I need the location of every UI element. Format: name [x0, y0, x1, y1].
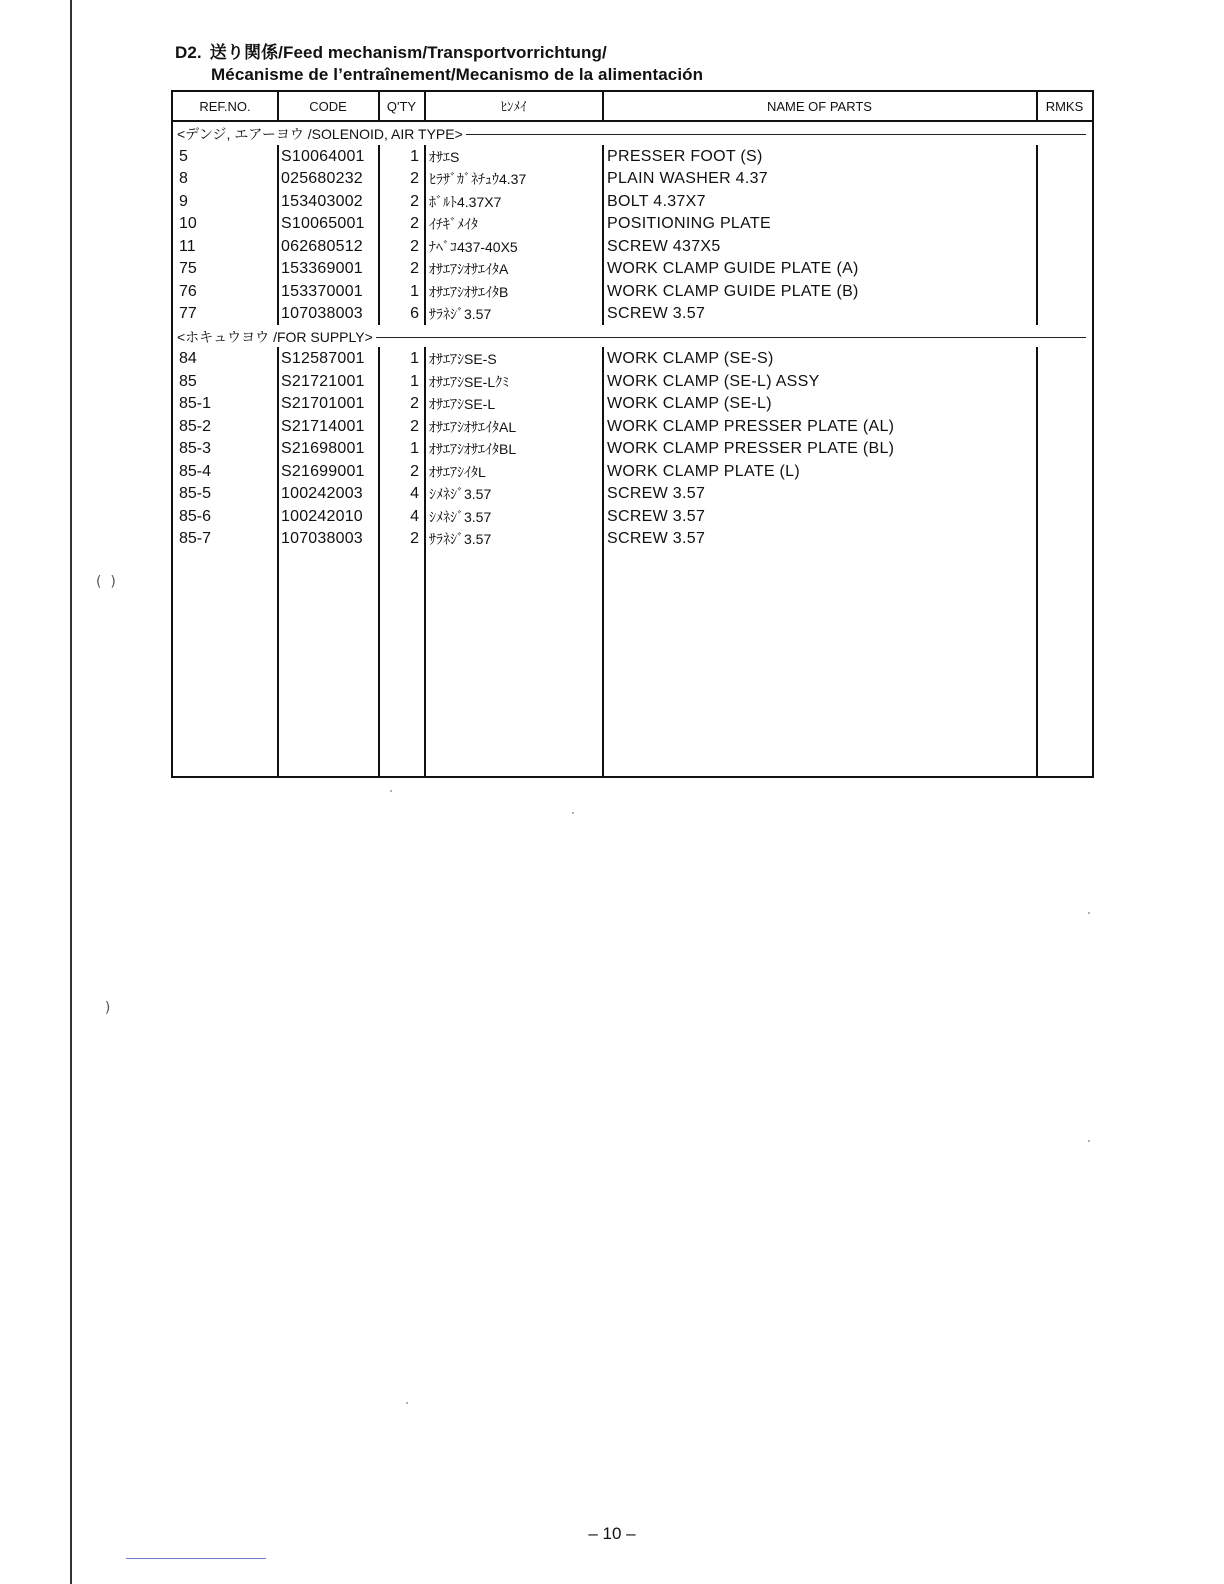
- table-header: [173, 92, 1092, 122]
- kana-cell: ｵｻｴｱｼｵｻｴｲﾀA: [429, 261, 509, 277]
- ref-no-cell: 85-6: [179, 507, 212, 525]
- ref-no-cell: 8: [179, 170, 188, 187]
- kana-cell: ｵｻｴｱｼSE-Lｸﾐ: [429, 373, 510, 390]
- part-name-cell: WORK CLAMP PRESSER PLATE (BL): [607, 440, 895, 457]
- kana-cell: ｵｻｴｱｼSE-L: [429, 396, 496, 412]
- kana-cell: ﾅﾍﾞｺ437-40X5: [429, 238, 518, 255]
- table-row: [173, 527, 1092, 550]
- scan-speck: [390, 790, 392, 792]
- code-cell: 025680232: [281, 170, 363, 187]
- part-name-cell: WORK CLAMP (SE-S): [607, 350, 774, 367]
- code-cell: 153403002: [281, 192, 363, 210]
- ref-no-cell: 77: [179, 305, 197, 322]
- margin-mark: ): [96, 1000, 111, 1016]
- qty-cell: 6: [410, 305, 419, 322]
- kana-cell: ｵｻｴｱｼｵｻｴｲﾀAL: [429, 418, 517, 435]
- qty-cell: 1: [410, 147, 419, 165]
- code-cell: 062680512: [281, 237, 363, 255]
- qty-cell: 2: [410, 192, 419, 210]
- ref-no-cell: 75: [179, 260, 197, 277]
- part-name-cell: PLAIN WASHER 4.37: [607, 170, 769, 187]
- table-row: [173, 212, 1092, 235]
- kana-cell: ｵｻｴｱｼSE-S: [429, 351, 497, 367]
- qty-cell: 1: [410, 350, 419, 367]
- scan-speck: [406, 1402, 408, 1404]
- header-name-of-parts: NAME OF PARTS: [767, 99, 872, 114]
- code-cell: 107038003: [281, 305, 363, 322]
- code-cell: 100242010: [281, 507, 363, 525]
- kana-cell: ｻﾗﾈｼﾞ3.57: [429, 531, 492, 547]
- qty-cell: 2: [410, 260, 419, 277]
- part-name-cell: WORK CLAMP GUIDE PLATE (B): [607, 282, 859, 300]
- ref-no-cell: 85-5: [179, 485, 212, 502]
- part-name-cell: WORK CLAMP (SE-L) ASSY: [607, 372, 820, 390]
- qty-cell: 4: [410, 485, 419, 502]
- ref-no-cell: 85: [179, 372, 197, 390]
- section-heading-row: [173, 122, 1092, 145]
- table-row: [173, 167, 1092, 190]
- table-row: [173, 370, 1092, 393]
- part-name-cell: PRESSER FOOT (S): [607, 147, 763, 165]
- qty-cell: 2: [410, 237, 419, 255]
- part-name-cell: WORK CLAMP PRESSER PLATE (AL): [607, 417, 895, 435]
- kana-cell: ｵｻｴｱｼｵｻｴｲﾀB: [429, 283, 509, 300]
- parts-table: [171, 90, 1094, 778]
- margin-mark: ( ): [96, 574, 116, 590]
- header-ref-no: REF.NO.: [199, 99, 251, 114]
- qty-cell: 2: [410, 215, 419, 232]
- part-name-cell: POSITIONING PLATE: [607, 215, 771, 232]
- ref-no-cell: 85-1: [179, 395, 212, 412]
- code-cell: S21714001: [281, 417, 365, 435]
- page-title: [175, 42, 1095, 86]
- kana-cell: ﾋﾗｻﾞｶﾞﾈﾁｭｳ4.37: [429, 171, 527, 187]
- scan-speck: [1088, 912, 1090, 914]
- qty-cell: 1: [410, 440, 419, 457]
- section-heading-row: [173, 325, 1092, 348]
- table-row: [173, 190, 1092, 213]
- header-qty: Q'TY: [386, 99, 417, 114]
- page-number: – 10 –: [588, 1524, 636, 1543]
- table-row: [173, 145, 1092, 168]
- table-row: [173, 235, 1092, 258]
- kana-cell: ｵｻｴｱｼｲﾀL: [429, 463, 486, 480]
- part-name-cell: SCREW 3.57: [607, 530, 706, 547]
- table-row: [173, 347, 1092, 370]
- qty-cell: 2: [410, 530, 419, 547]
- code-cell: S21721001: [281, 372, 365, 390]
- binding-edge-line: [70, 0, 72, 1584]
- kana-cell: ｼﾒﾈｼﾞ3.57: [429, 486, 492, 502]
- part-name-cell: SCREW 3.57: [607, 485, 706, 502]
- header-code: CODE: [309, 99, 347, 114]
- code-cell: 100242003: [281, 485, 363, 502]
- table-row: [173, 505, 1092, 528]
- title-line-2: [175, 64, 1095, 86]
- qty-cell: 1: [410, 372, 419, 390]
- header-rmks: RMKS: [1045, 99, 1084, 114]
- code-cell: S10065001: [281, 215, 365, 232]
- ref-no-cell: 85-4: [179, 462, 212, 480]
- part-name-cell: WORK CLAMP GUIDE PLATE (A): [607, 260, 859, 277]
- kana-cell: ｼﾒﾈｼﾞ3.57: [429, 508, 492, 525]
- ref-no-cell: 5: [179, 147, 188, 165]
- section-code: D2.: [175, 43, 202, 62]
- table-row: [173, 257, 1092, 280]
- ref-no-cell: 84: [179, 350, 197, 367]
- footer-rule: [126, 1558, 266, 1559]
- qty-cell: 4: [410, 507, 419, 525]
- part-name-cell: WORK CLAMP PLATE (L): [607, 462, 800, 480]
- title-text-2: Mécanisme de l’entraînement/Mecanismo de la alimentación: [211, 65, 704, 84]
- table-row: [173, 280, 1092, 303]
- ref-no-cell: 85-3: [179, 440, 212, 457]
- table-row: [173, 460, 1092, 483]
- part-name-cell: SCREW 437X5: [607, 237, 721, 255]
- qty-cell: 2: [410, 395, 419, 412]
- table-row: [173, 415, 1092, 438]
- ref-no-cell: 85-7: [179, 530, 212, 547]
- qty-cell: 2: [410, 417, 419, 435]
- ref-no-cell: 10: [179, 215, 197, 232]
- code-cell: 153369001: [281, 260, 363, 277]
- qty-cell: 1: [410, 282, 419, 300]
- kana-cell: ｻﾗﾈｼﾞ3.57: [429, 306, 492, 322]
- code-cell: S21699001: [281, 462, 365, 480]
- table-row: [173, 302, 1092, 325]
- table-row: [173, 482, 1092, 505]
- ref-no-cell: 9: [179, 192, 188, 210]
- ref-no-cell: 11: [179, 237, 196, 255]
- ref-no-cell: 85-2: [179, 417, 212, 435]
- kana-cell: ｵｻｴｱｼｵｻｴｲﾀBL: [429, 441, 517, 457]
- kana-cell: ﾎﾞﾙﾄ4.37X7: [429, 193, 502, 210]
- part-name-cell: WORK CLAMP (SE-L): [607, 395, 772, 412]
- kana-cell: ｲﾁｷﾞﾒｲﾀ: [429, 216, 478, 232]
- part-name-cell: SCREW 3.57: [607, 305, 706, 322]
- part-name-cell: BOLT 4.37X7: [607, 192, 706, 210]
- table-body: [173, 122, 1092, 550]
- code-cell: 153370001: [281, 282, 363, 300]
- ref-no-cell: 76: [179, 282, 197, 300]
- table-row: [173, 437, 1092, 460]
- qty-cell: 2: [410, 170, 419, 187]
- table-row: [173, 392, 1092, 415]
- title-text-1: 送り関係/Feed mechanism/Transportvorrichtung/: [209, 43, 607, 62]
- code-cell: 107038003: [281, 530, 363, 547]
- code-cell: S21701001: [281, 395, 365, 412]
- code-cell: S12587001: [281, 350, 365, 367]
- title-line-1: [175, 42, 1095, 64]
- code-cell: S21698001: [281, 440, 365, 457]
- part-name-cell: SCREW 3.57: [607, 507, 706, 525]
- scan-speck: [1088, 1140, 1090, 1142]
- qty-cell: 2: [410, 462, 419, 480]
- header-kana: ﾋﾝﾒｲ: [500, 99, 527, 114]
- code-cell: S10064001: [281, 147, 365, 165]
- scan-speck: [572, 812, 574, 814]
- kana-cell: ｵｻｴS: [429, 148, 460, 165]
- section-label-solenoid-air: <デンジ, エアーヨウ /SOLENOID, AIR TYPE>: [177, 122, 466, 145]
- section-label-for-supply: <ホキュウヨウ /FOR SUPPLY>: [177, 325, 376, 348]
